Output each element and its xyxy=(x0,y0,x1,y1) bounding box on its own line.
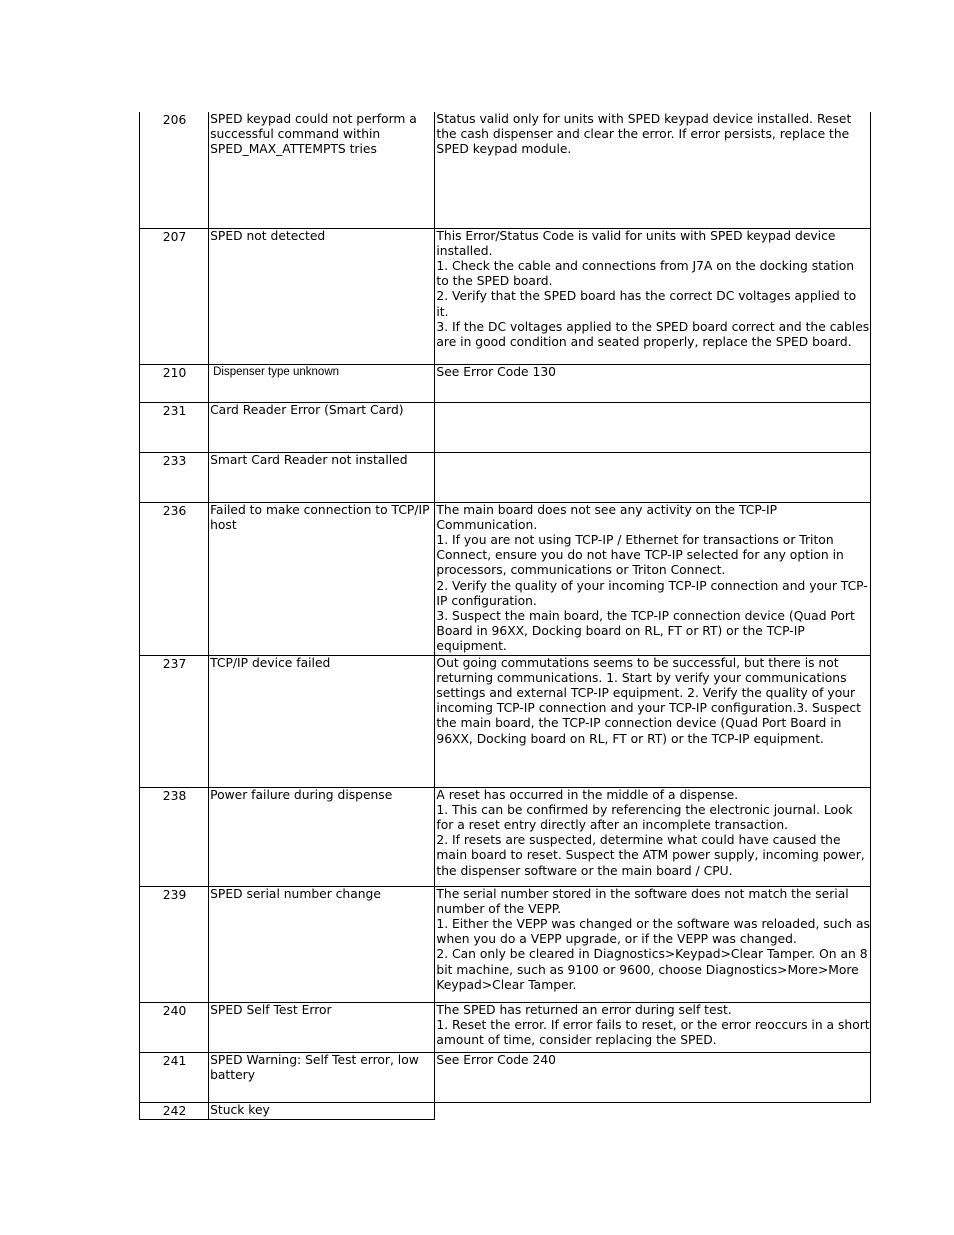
table-row xyxy=(140,112,871,228)
error-action-cell: A reset has occurred in the middle of a dispense. 1. This can be confirmed by referencing the electronic journal. Look for a reset entry directly after an incomplete transaction. 2. If resets are suspected, determine what could have caused the main board to reset. Suspect the ATM power supply, incoming power, the dispenser software or the main board / CPU. xyxy=(435,787,871,886)
error-code-cell: 239 xyxy=(140,886,209,1002)
error-description-cell: Smart Card Reader not installed xyxy=(209,452,435,502)
error-description-cell: SPED serial number change xyxy=(209,886,435,1002)
error-description-cell: Dispenser type unknown xyxy=(209,364,435,402)
error-description-cell: SPED Warning: Self Test error, low battery xyxy=(209,1052,435,1102)
error-description-cell: Card Reader Error (Smart Card) xyxy=(209,402,435,452)
error-description-cell: SPED not detected xyxy=(209,228,435,364)
table-row xyxy=(140,655,871,787)
error-action-cell xyxy=(435,1102,871,1119)
error-description-cell: TCP/IP device failed xyxy=(209,655,435,787)
error-action-cell: Status valid only for units with SPED keypad device installed. Reset the cash dispenser and clear the error. If error persists, replace the SPED keypad module. xyxy=(435,112,871,228)
error-action-cell: The main board does not see any activity on the TCP-IP Communication. 1. If you are not using TCP-IP / Ethernet for transactions or Triton Connect, ensure you do not have TCP-IP selected for any option in processors, communications or Triton Connect. 2. Verify the quality of your incoming TCP-IP connection and your TCP-IP configuration. 3. Suspect the main board, the TCP-IP connection device (Quad Port Board in 96XX, Docking board on RL, FT or RT) or the TCP-IP equipment. xyxy=(435,502,871,655)
error-code-cell: 240 xyxy=(140,1002,209,1052)
error-code-cell: 237 xyxy=(140,655,209,787)
error-code-cell: 242 xyxy=(140,1102,209,1119)
table-row xyxy=(140,502,871,655)
error-action-cell: See Error Code 240 xyxy=(435,1052,871,1102)
error-action-cell xyxy=(435,452,871,502)
error-description-cell: Power failure during dispense xyxy=(209,787,435,886)
error-action-cell: This Error/Status Code is valid for units with SPED keypad device installed. 1. Check the cable and connections from J7A on the docking station to the SPED board. 2. Verify that the SPED board has the correct DC voltages applied to it. 3. If the DC voltages applied to the SPED board correct and the cables are in good condition and seated properly, replace the SPED board. xyxy=(435,228,871,364)
error-description-cell: SPED keypad could not perform a successful command within SPED_MAX_ATTEMPTS tries xyxy=(209,112,435,228)
error-action-cell: The serial number stored in the software does not match the serial number of the VEPP. 1. Either the VEPP was changed or the software was reloaded, such as when you do a VEPP upgrade, or if the VEPP was changed. 2. Can only be cleared in Diagnostics>Keypad>Clear Tamper. On an 8 bit machine, such as 9100 or 9600, choose Diagnostics>More>More Keypad>Clear Tamper. xyxy=(435,886,871,1002)
error-code-cell: 241 xyxy=(140,1052,209,1102)
error-description-cell: SPED Self Test Error xyxy=(209,1002,435,1052)
error-code-cell: 236 xyxy=(140,502,209,655)
error-code-cell: 210 xyxy=(140,364,209,402)
error-action-cell: See Error Code 130 xyxy=(435,364,871,402)
error-code-cell: 206 xyxy=(140,112,209,228)
error-action-cell: Out going commutations seems to be successful, but there is not returning communications. 1. Start by verify your communications settings and external TCP-IP equipment. 2. Verify the quality of your incoming TCP-IP connection and your TCP-IP configuration.3. Suspect the main board, the TCP-IP connection device (Quad Port Board in 96XX, Docking board on RL, FT or RT) or the TCP-IP equipment. xyxy=(435,655,871,787)
table-row xyxy=(140,402,871,452)
table-row xyxy=(140,787,871,886)
error-description-cell: Stuck key xyxy=(209,1102,435,1119)
table-row xyxy=(140,364,871,402)
table-row xyxy=(140,228,871,364)
error-code-cell: 238 xyxy=(140,787,209,886)
table-row xyxy=(140,1102,871,1119)
error-code-cell: 233 xyxy=(140,452,209,502)
table-row xyxy=(140,452,871,502)
error-code-table xyxy=(139,112,871,1120)
error-action-cell xyxy=(435,402,871,452)
error-description-cell: Failed to make connection to TCP/IP host xyxy=(209,502,435,655)
table-row xyxy=(140,886,871,1002)
error-code-cell: 207 xyxy=(140,228,209,364)
table-row xyxy=(140,1052,871,1102)
error-code-cell: 231 xyxy=(140,402,209,452)
table-row xyxy=(140,1002,871,1052)
error-action-cell: The SPED has returned an error during self test. 1. Reset the error. If error fails to reset, or the error reoccurs in a short amount of time, consider replacing the SPED. xyxy=(435,1002,871,1052)
